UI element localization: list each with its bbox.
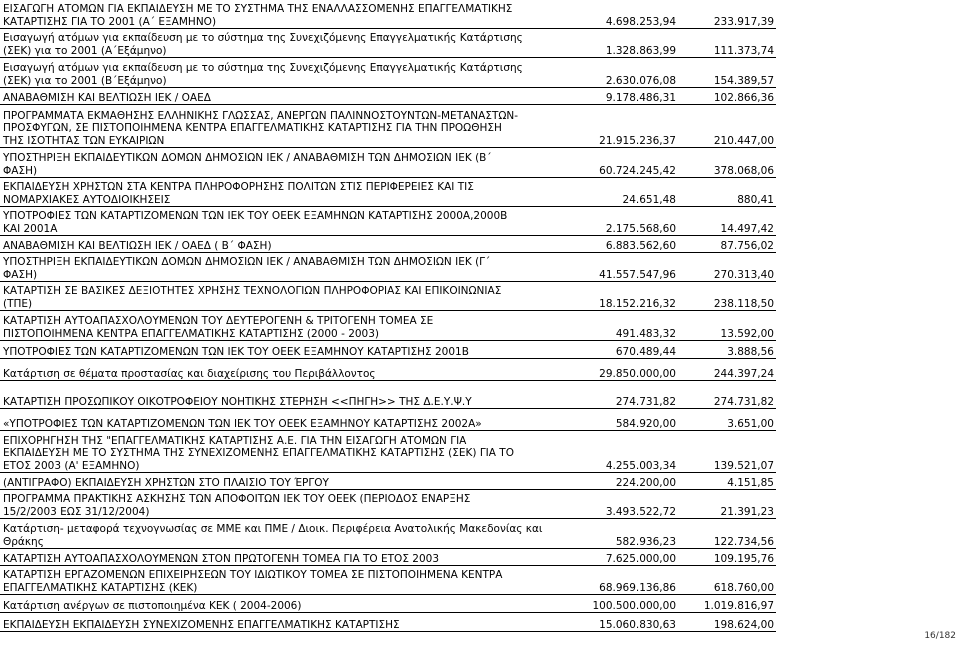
row-description: ΚΑΤΑΡΤΙΣΗ ΑΥΤΟΑΠΑΣΧΟΛΟΥΜΕΝΩΝ ΤΟΥ ΔΕΥΤΕΡΟΓΕΝΗ & ΤΡΙΤΟΓΕΝΗ ΤΟΜΕΑ ΣΕ ΠΙΣΤΟΠΟΙΗΜΕΝΑ ΚΕΝΤΡΑ ΕΠΑΓΓΕΛΜΑΤΙΚΗΣ ΚΑΤΑΡΤΙΣΗΣ (2000 - 2003): [3, 315, 434, 340]
row-amount-value: 244.397,24: [713, 367, 774, 380]
row-description: ΥΠΟΣΤΗΡΙΞΗ ΕΚΠΑΙΔΕΥΤΙΚΩΝ ΔΟΜΩΝ ΔΗΜΟΣΙΩΝ ΙΕΚ / ΑΝΑΒΑΘΜΙΣΗ ΤΩΝ ΔΗΜΟΣΙΩΝ ΙΕΚ (Γ΄ ΦΑΣΗ): [3, 256, 491, 281]
table-row: [0, 207, 776, 236]
table-row: [0, 381, 776, 409]
row-budget-value: 6.883.562,60: [605, 239, 676, 252]
row-budget-value: 68.969.136,86: [599, 581, 676, 594]
row-budget-value: 15.060.830,63: [599, 618, 676, 631]
table-row: [0, 409, 776, 431]
row-amount-value: 21.391,23: [720, 505, 774, 518]
row-amount-value: 13.592,00: [720, 327, 774, 340]
row-description: ΚΑΤΑΡΤΙΣΗ ΑΥΤΟΑΠΑΣΧΟΛΟΥΜΕΝΩΝ ΣΤΟΝ ΠΡΩΤΟΓΕΝΗ ΤΟΜΕΑ ΓΙΑ ΤΟ ΕΤΟΣ 2003: [3, 552, 440, 565]
row-amount-value: 198.624,00: [713, 618, 774, 631]
row-description: ΥΠΟΤΡΟΦΙΕΣ ΤΩΝ ΚΑΤΑΡΤΙΖΟΜΕΝΩΝ ΤΩΝ ΙΕΚ ΤΟΥ ΟΕΕΚ ΕΞΑΜΗΝΟΥ ΚΑΤΑΡΤΙΣΗΣ 2001Β: [3, 345, 469, 358]
row-amount-value: 880,41: [737, 193, 774, 206]
table-row: [0, 282, 776, 311]
table-row: [0, 29, 776, 58]
row-amount-value: 1.019.816,97: [703, 599, 774, 612]
row-description: ΠΡΟΓΡΑΜΜΑ ΠΡΑΚΤΙΚΗΣ ΑΣΚΗΣΗΣ ΤΩΝ ΑΠΟΦΟΙΤΩΝ ΙΕΚ ΤΟΥ ΟΕΕΚ (ΠΕΡΙΟΔΟΣ ΕΝΑΡΞΗΣ 15/2/2003 ΕΩΣ 31/12/2004): [3, 493, 471, 518]
table-row: [0, 178, 776, 207]
row-description: «ΥΠΟΤΡΟΦΙΕΣ ΤΩΝ ΚΑΤΑΡΤΙΖΟΜΕΝΩΝ ΤΩΝ ΙΕΚ ΤΟΥ ΟΕΕΚ ΕΞΑΜΗΝΟΥ ΚΑΤΑΡΤΙΣΗΣ 2002Α»: [3, 417, 482, 430]
row-amount-value: 210.447,00: [713, 134, 774, 147]
row-amount-value: 378.068,06: [713, 164, 774, 177]
row-budget-value: 18.152.216,32: [599, 297, 676, 310]
row-budget-value: 2.175.568,60: [605, 222, 676, 235]
table-row: [0, 431, 776, 473]
row-budget-value: 9.178.486,31: [605, 91, 676, 104]
row-amount-value: 618.760,00: [713, 581, 774, 594]
table-row: [0, 0, 776, 29]
table-row: [0, 613, 776, 632]
row-description: ΕΚΠΑΙΔΕΥΣΗ ΕΚΠΑΙΔΕΥΣΗ ΣΥΝΕΧΙΖΟΜΕΝΗΣ ΕΠΑΓΓΕΛΜΑΤΙΚΗΣ ΚΑΤΑΡΤΙΣΗΣ: [3, 618, 400, 631]
row-budget-value: 7.625.000,00: [605, 552, 676, 565]
row-description: ΥΠΟΤΡΟΦΙΕΣ ΤΩΝ ΚΑΤΑΡΤΙΖΟΜΕΝΩΝ ΤΩΝ ΙΕΚ ΤΟΥ ΟΕΕΚ ΕΞΑΜΗΝΩΝ ΚΑΤΑΡΤΙΣΗΣ 2000Α,2000Β ΚΑΙ 2001Α: [3, 210, 508, 235]
row-budget-value: 224.200,00: [615, 476, 676, 489]
row-amount-value: 14.497,42: [720, 222, 774, 235]
row-description: ΕΠΙΧΟΡΗΓΗΣΗ ΤΗΣ "ΕΠΑΓΓΕΛΜΑΤΙΚΗΣ ΚΑΤΑΡΤΙΣΗΣ Α.Ε. ΓΙΑ ΤΗΝ ΕΙΣΑΓΩΓΗ ΑΤΟΜΩΝ ΓΙΑ ΕΚΠΑΙΔΕΥΣΗ ΜΕ ΤΟ ΣΥΣΤΗΜΑ ΤΗΣ ΣΥΝΕΧΙΖΟΜΕΝΗΣ ΕΠΑΓΓΕΛΜΑΤΙΚΗΣ ΚΑΤΑΡΤΙΣΗΣ (ΣΕΚ) ΓΙΑ ΤΟ ΕΤΟΣ 2003 (Α' ΕΞΑΜΗΝΟ): [3, 434, 514, 472]
row-description: ΕΙΣΑΓΩΓΗ ΑΤΟΜΩΝ ΓΙΑ ΕΚΠΑΙΔΕΥΣΗ ΜΕ ΤΟ ΣΥΣΤΗΜΑ ΤΗΣ ΕΝΑΛΛΑΣΣΟΜΕΝΗΣ ΕΠΑΓΓΕΛΜΑΤΙΚΗΣ ΚΑΤΑΡΤΙΣΗΣ ΓΙΑ ΤΟ 2001 (Α΄ ΕΞΑΜΗΝΟ): [3, 3, 513, 28]
row-budget-value: 584.920,00: [615, 417, 676, 430]
row-description: ΚΑΤΑΡΤΙΣΗ ΕΡΓΑΖΟΜΕΝΩΝ ΕΠΙΧΕΙΡΗΣΕΩΝ ΤΟΥ ΙΔΙΩΤΙΚΟΥ ΤΟΜΕΑ ΣΕ ΠΙΣΤΟΠΟΙΗΜΕΝΑ ΚΕΝΤΡΑ ΕΠΑΓΓΕΛΜΑΤΙΚΗΣ ΚΑΤΑΡΤΙΣΗΣ (ΚΕΚ): [3, 569, 503, 594]
row-amount-value: 4.151,85: [727, 476, 774, 489]
row-description: ΥΠΟΣΤΗΡΙΞΗ ΕΚΠΑΙΔΕΥΤΙΚΩΝ ΔΟΜΩΝ ΔΗΜΟΣΙΩΝ ΙΕΚ / ΑΝΑΒΑΘΜΙΣΗ ΤΩΝ ΔΗΜΟΣΙΩΝ ΙΕΚ (Β΄ ΦΑΣΗ): [3, 152, 492, 177]
row-budget-value: 100.500.000,00: [592, 599, 676, 612]
row-amount-value: 238.118,50: [713, 297, 774, 310]
row-budget-value: 60.724.245,42: [599, 164, 676, 177]
table-row: [0, 58, 776, 88]
table-row: [0, 341, 776, 359]
row-amount-value: 122.734,56: [713, 535, 774, 548]
row-description: ΠΡΟΓΡΑΜΜΑΤΑ ΕΚΜΑΘΗΣΗΣ ΕΛΛΗΝΙΚΗΣ ΓΛΩΣΣΑΣ, ΑΝΕΡΓΩΝ ΠΑΛΙΝΝΟΣΤΟΥΝΤΩΝ-ΜΕΤΑΝΑΣΤΩΝ- ΠΡΟΣΦΥΓΩΝ, ΣΕ ΠΙΣΤΟΠΟΙΗΜΕΝΑ ΚΕΝΤΡΑ ΕΠΑΓΓΕΛΜΑΤΙΚΗΣ ΚΑΤΑΡΤΙΣΗΣ ΓΙΑ ΤΗΝ ΠΡΟΩΘΗΣΗ ΤΗΣ ΙΣΟΤΗΤΑΣ ΤΩΝ ΕΥΚΑΙΡΙΩΝ: [3, 109, 519, 147]
table-row: [0, 253, 776, 282]
row-budget-value: 41.557.547,96: [599, 268, 676, 281]
row-description: ΑΝΑΒΑΘΜΙΣΗ ΚΑΙ ΒΕΛΤΙΩΣΗ ΙΕΚ / ΟΑΕΔ: [3, 91, 211, 104]
row-budget-value: 3.493.522,72: [605, 505, 676, 518]
row-budget-value: 2.630.076,08: [605, 74, 676, 87]
table-row: [0, 549, 776, 566]
row-amount-value: 270.313,40: [713, 268, 774, 281]
row-budget-value: 582.936,23: [615, 535, 676, 548]
row-amount-value: 87.756,02: [720, 239, 774, 252]
table-row: [0, 88, 776, 105]
row-amount-value: 3.651,00: [727, 417, 774, 430]
row-amount-value: 3.888,56: [727, 345, 774, 358]
row-budget-value: 29.850.000,00: [599, 367, 676, 380]
row-amount-value: 233.917,39: [713, 15, 774, 28]
table-row: [0, 595, 776, 613]
row-budget-value: 24.651,48: [622, 193, 676, 206]
row-description: ΚΑΤΑΡΤΙΣΗ ΠΡΟΣΩΠΙΚΟΥ ΟΙΚΟΤΡΟΦΕΙΟΥ ΝΟΗΤΙΚΗΣ ΣΤΕΡΗΣΗ <<ΠΗΓΗ>> ΤΗΣ Δ.Ε.Υ.Ψ.Υ: [3, 395, 472, 408]
row-budget-value: 670.489,44: [615, 345, 676, 358]
row-budget-value: 274.731,82: [615, 395, 676, 408]
table-row: [0, 519, 776, 549]
row-amount-value: 274.731,82: [713, 395, 774, 408]
row-budget-value: 491.483,32: [615, 327, 676, 340]
row-description: Κατάρτιση ανέργων σε πιστοποιημένα ΚΕΚ ( 2004-2006): [3, 599, 302, 612]
table-row: [0, 105, 776, 148]
row-description: (ΑΝΤΙΓΡΑΦΟ) ΕΚΠΑΙΔΕΥΣΗ ΧΡΗΣΤΩΝ ΣΤΟ ΠΛΑΙΣΙΟ ΤΟΥ ΈΡΓΟΥ: [3, 476, 329, 489]
row-budget-value: 21.915.236,37: [599, 134, 676, 147]
page-number: 16/182: [924, 631, 956, 641]
row-budget-value: 4.255.003,34: [605, 459, 676, 472]
row-description: Κατάρτιση- μεταφορά τεχνογνωσίας σε ΜΜΕ και ΠΜΕ / Διοικ. Περιφέρεια Ανατολικής Μακεδονίας και Θράκης: [3, 523, 543, 548]
row-amount-value: 139.521,07: [713, 459, 774, 472]
row-description: Εισαγωγή ατόμων για εκπαίδευση με το σύστημα της Συνεχιζόμενης Επαγγελματικής Κατάρτισης (ΣΕΚ) για το 2001 (Β΄Εξάμηνο): [3, 62, 523, 87]
row-amount-value: 111.373,74: [713, 44, 774, 57]
table-row: [0, 566, 776, 595]
table-row: [0, 311, 776, 341]
row-amount-value: 154.389,57: [713, 74, 774, 87]
table-row: [0, 473, 776, 490]
row-amount-value: 109.195,76: [713, 552, 774, 565]
table-row: [0, 236, 776, 253]
row-amount-value: 102.866,36: [713, 91, 774, 104]
table-row: [0, 490, 776, 519]
row-description: ΕΚΠΑΙΔΕΥΣΗ ΧΡΗΣΤΩΝ ΣΤΑ ΚΕΝΤΡΑ ΠΛΗΡΟΦΟΡΗΣΗΣ ΠΟΛΙΤΩΝ ΣΤΙΣ ΠΕΡΙΦΕΡΕΙΕΣ ΚΑΙ ΤΙΣ ΝΟΜΑΡΧΙΑΚΕΣ ΑΥΤΟΔΙΟΙΚΗΣΕΙΣ: [3, 181, 474, 206]
row-budget-value: 4.698.253,94: [605, 15, 676, 28]
table-row: [0, 148, 776, 178]
table-row: [0, 359, 776, 381]
row-budget-value: 1.328.863,99: [605, 44, 676, 57]
row-description: Κατάρτιση σε θέματα προστασίας και διαχείρισης του Περιβάλλοντος: [3, 367, 376, 380]
row-description: ΑΝΑΒΑΘΜΙΣΗ ΚΑΙ ΒΕΛΤΙΩΣΗ ΙΕΚ / ΟΑΕΔ ( Β΄ ΦΑΣΗ): [3, 239, 272, 252]
row-description: Εισαγωγή ατόμων για εκπαίδευση με το σύστημα της Συνεχιζόμενης Επαγγελματικής Κατάρτισης (ΣΕΚ) για το 2001 (Α΄Εξάμηνο): [3, 32, 523, 57]
row-description: ΚΑΤΑΡΤΙΣΗ ΣΕ ΒΑΣΙΚΕΣ ΔΕΞΙΟΤΗΤΕΣ ΧΡΗΣΗΣ ΤΕΧΝΟΛΟΓΙΩΝ ΠΛΗΡΟΦΟΡΙΑΣ ΚΑΙ ΕΠΙΚΟΙΝΩΝΙΑΣ (ΤΠΕ): [3, 285, 502, 310]
